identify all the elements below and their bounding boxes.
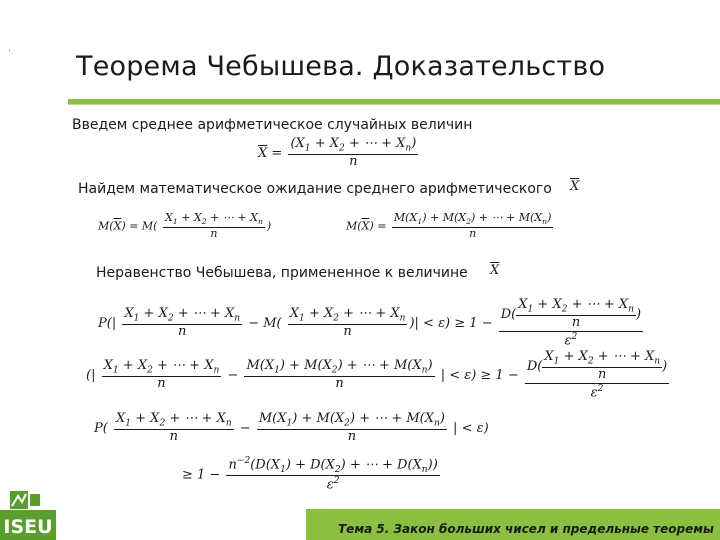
- text-line-2: Найдем математическое ожидание среднего арифметического: [78, 181, 552, 197]
- text-line-1: Введем среднее арифметическое случайных величин: [72, 117, 473, 133]
- xbar-symbol-3: $\overline{X}$: [490, 263, 500, 278]
- title-divider-shadow: [68, 104, 720, 105]
- footer-topic: Тема 5. Закон больших чисел и предельные теоремы: [338, 522, 714, 536]
- formula-expectation-right: $M(\overline{X})$ = $\frac{M(X_1) + M(X_2) + \cdots + M(X_n)}{n}$: [346, 211, 552, 241]
- text-line-3: Неравенство Чебышева, примененное к величине: [96, 265, 468, 281]
- slide-title: Теорема Чебышева. Доказательство: [76, 51, 606, 82]
- svg-text:ISEU: ISEU: [3, 516, 53, 538]
- formula-chebyshev-4: ≥ 1 − $\frac{n^{-2}(D(X_1) + D(X_2) + \cdots + D(X_n))}{\varepsilon^2}$: [182, 456, 438, 493]
- formula-mean: $\overline{X}$ = $\frac{(X_1 + X_2 + \cdots + X_n)}{n}$: [258, 136, 417, 170]
- corner-mark: .: [8, 44, 11, 54]
- formula-chebyshev-2: (| $\frac{X_1 + X_2 + \cdots + X_n}{n}$ − $\frac{M(X_1) + M(X_2) + \cdots + M(X_n)}{n}$ | < ε) ≥ 1 − D( $\frac{X_1 + X_2 + \cdots + X_n}{n}$ ) $\varepsilon^2$: [86, 349, 668, 401]
- formula-chebyshev-3: P( $\frac{X_1 + X_2 + \cdots + X_n}{n}$ − $\frac{M(X_1) + M(X_2) + \cdots + M(X_n)}{n}$ | < ε): [94, 411, 489, 445]
- formula-expectation-left: $M(\overline{X}) = M$( $\frac{X_1 + X_2 + \cdots + X_n}{n}$ ): [98, 211, 272, 241]
- xbar-symbol-2: $\overline{X}$: [570, 179, 580, 194]
- formula-chebyshev-1: P(| $\frac{X_1 + X_2 + \cdots + X_n}{n}$ − M( $\frac{X_1 + X_2 + \cdots + X_n}{n}$ )| < ε) ≥ 1 − D( $\frac{X_1 + X_2 + \cdots + X_n}{n}$ ) $\varepsilon^2$: [98, 297, 642, 349]
- iseu-logo: [0, 490, 56, 540]
